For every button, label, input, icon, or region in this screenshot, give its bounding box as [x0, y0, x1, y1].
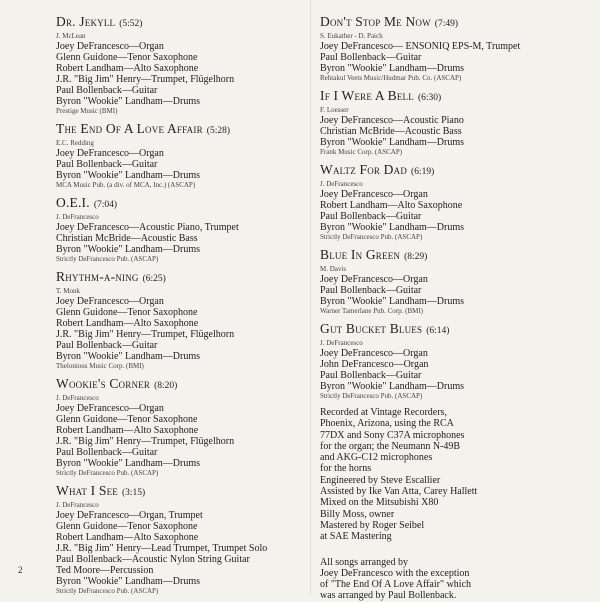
track-publisher: Frank Music Corp. (ASCAP) — [320, 148, 403, 156]
personnel-line: J.R. "Big Jim" Henry—Trumpet, Flügelhorn — [56, 329, 235, 340]
recording-note-line: Mastered by Roger Seibel — [320, 519, 425, 531]
arrangement-note-line: Joey DeFrancesco with the exception — [320, 567, 470, 579]
personnel-line: Paul Bollenback—Guitar — [320, 370, 422, 381]
personnel-line: Glenn Guidone—Tenor Saxophone — [56, 307, 198, 318]
track-title: Gut Bucket Blues — [320, 321, 423, 336]
track-heading — [56, 195, 304, 213]
personnel-line: Robert Landham—Alto Saxophone — [320, 200, 463, 211]
track-duration: (5:52) — [119, 19, 143, 29]
personnel-line: Joey DeFrancesco—Organ — [56, 148, 164, 159]
track-duration: (8:29) — [404, 252, 428, 262]
personnel-line: Christian McBride—Acoustic Bass — [320, 126, 462, 137]
recording-note-line: at SAE Mastering — [320, 531, 392, 543]
track-publisher: Strictly DeFrancesco Pub. (ASCAP) — [56, 469, 159, 477]
track-entry — [56, 195, 304, 264]
personnel-line: Byron "Wookie" Landham—Drums — [56, 96, 201, 107]
track-entry — [56, 269, 304, 371]
recording-note-line: Billy Moss, owner — [320, 508, 395, 520]
track-duration: (5:28) — [206, 126, 230, 136]
track-title: Dr. Jekyll — [56, 14, 116, 29]
personnel-line: Paul Bollenback—Guitar — [56, 340, 158, 351]
personnel-line: Byron "Wookie" Landham—Drums — [56, 244, 201, 255]
track-publisher: MCA Music Pub. (a div. of MCA, Inc.) (ASCAP) — [56, 181, 196, 189]
recording-note-line: Mixed on the Mitsubishi X80 — [320, 497, 439, 509]
track-composer: J. DeFrancesco — [320, 339, 363, 347]
personnel-line: J.R. "Big Jim" Henry—Trumpet, Flügelhorn — [56, 74, 235, 85]
track-duration: (6:30) — [417, 93, 442, 103]
personnel-line: J.R. "Big Jim" Henry—Lead Trumpet, Trumpet Solo — [56, 543, 268, 554]
personnel-line: Joey DeFrancesco—Organ — [56, 403, 164, 414]
track-title: O.E.I. — [56, 195, 90, 210]
personnel-line: Byron "Wookie" Landham—Drums — [56, 576, 201, 587]
arrangement-note-line: of "The End Of A Love Affair" which — [320, 579, 472, 591]
track-duration: (7:04) — [93, 200, 118, 210]
personnel-line: Joey DeFrancesco—Organ — [56, 41, 164, 52]
track-heading — [56, 14, 304, 32]
personnel-line: Joey DeFrancesco—Acoustic Piano — [320, 115, 464, 126]
track-title: Don't Stop Me Now — [320, 14, 431, 29]
track-duration: (6:19) — [411, 167, 435, 177]
track-title: If I Were A Bell — [320, 88, 414, 103]
personnel-line: Ted Moore—Percussion — [56, 565, 154, 576]
personnel-line: Paul Bollenback—Guitar — [56, 159, 158, 170]
recording-note-line: for the organ; the Neumann N-49B — [320, 440, 461, 452]
personnel-line: Byron "Wookie" Landham—Drums — [56, 170, 201, 181]
personnel-line: Robert Landham—Alto Saxophone — [56, 318, 199, 329]
personnel-line: Byron "Wookie" Landham—Drums — [320, 381, 465, 392]
recording-note-line: Recorded at Vintage Recorders, — [320, 407, 447, 418]
track-heading — [56, 376, 304, 394]
track-composer: T. Monk — [56, 287, 80, 295]
personnel-line: Joey DeFrancesco—Acoustic Piano, Trumpet — [56, 222, 239, 233]
personnel-line: Robert Landham—Alto Saxophone — [56, 63, 199, 74]
track-publisher: Thelonious Music Corp. (BMI) — [56, 362, 144, 370]
recording-note-line: 77DX and Sony C37A microphones — [320, 429, 465, 441]
track-composer: J. DeFrancesco — [56, 394, 99, 402]
recording-note-line: Assisted by Ike Van Atta, Carey Hallett — [320, 486, 478, 498]
track-entry — [320, 88, 590, 157]
personnel-line: Joey DeFrancesco—Organ — [320, 274, 428, 285]
arrangement-note-line: was arranged by Paul Bollenback. — [320, 590, 457, 602]
personnel-line: J.R. "Big Jim" Henry—Trumpet, Flügelhorn — [56, 436, 235, 447]
right-column — [320, 14, 590, 602]
track-heading — [320, 162, 590, 180]
track-composer: M. Davis — [320, 265, 347, 273]
track-heading — [320, 14, 590, 32]
personnel-line: Byron "Wookie" Landham—Drums — [56, 351, 201, 362]
arrangement-notes — [320, 557, 590, 602]
personnel-line: John DeFrancesco—Organ — [320, 359, 429, 370]
left-column — [56, 14, 304, 601]
track-entry — [320, 162, 590, 242]
track-composer: J. McLean — [56, 32, 86, 40]
track-composer: J. DeFrancesco — [320, 180, 363, 188]
track-publisher: Strictly DeFrancesco Pub. (ASCAP) — [56, 255, 159, 263]
recording-note-line: for the horns — [320, 463, 372, 475]
track-publisher: Strictly DeFrancesco Pub. (ASCAP) — [56, 587, 159, 595]
track-composer: J. DeFrancesco — [56, 501, 99, 509]
track-entry — [320, 321, 590, 401]
personnel-line: Byron "Wookie" Landham—Drums — [320, 222, 465, 233]
track-entry — [320, 14, 590, 83]
personnel-line: Glenn Guidone—Tenor Saxophone — [56, 521, 198, 532]
track-title: The End Of A Love Affair — [56, 121, 203, 136]
personnel-line: Byron "Wookie" Landham—Drums — [320, 63, 465, 74]
track-duration: (6:14) — [426, 326, 450, 336]
arrangement-note-line: All songs arranged by — [320, 556, 409, 568]
personnel-line: Paul Bollenback—Guitar — [320, 285, 422, 296]
personnel-line: Paul Bollenback—Acoustic Nylon String Guitar — [56, 554, 250, 565]
track-heading — [320, 88, 590, 106]
personnel-line: Joey DeFrancesco—Organ — [56, 296, 164, 307]
personnel-line: Joey DeFrancesco—Organ, Trumpet — [56, 510, 203, 521]
personnel-line: Paul Bollenback—Guitar — [320, 52, 422, 63]
personnel-line: Robert Landham—Alto Saxophone — [56, 532, 199, 543]
track-duration: (6:25) — [142, 274, 166, 284]
track-heading — [320, 247, 590, 265]
notes-gap — [320, 543, 590, 551]
track-duration: (7:49) — [434, 19, 459, 29]
track-duration: (3:15) — [122, 488, 146, 498]
track-publisher: Prestige Music (BMI) — [56, 107, 118, 115]
right-track-list — [320, 14, 590, 401]
track-title: Wookie's Corner — [56, 376, 151, 391]
recording-note-line: Engineered by Steve Escallier — [320, 474, 441, 486]
personnel-line: Paul Bollenback—Guitar — [320, 211, 422, 222]
track-entry — [56, 376, 304, 478]
track-title: Rhythm-a-ning — [56, 269, 139, 284]
page-number: 2 — [18, 565, 23, 575]
personnel-line: Christian McBride—Acoustic Bass — [56, 233, 198, 244]
personnel-line: Paul Bollenback—Guitar — [56, 447, 158, 458]
track-entry — [56, 14, 304, 116]
track-title: Blue In Green — [320, 247, 401, 262]
personnel-line: Joey DeFrancesco— ENSONIQ EPS-M, Trumpet — [320, 41, 521, 52]
personnel-line: Paul Bollenback—Guitar — [56, 85, 158, 96]
personnel-line: Glenn Guidone—Tenor Saxophone — [56, 414, 198, 425]
track-heading — [56, 269, 304, 287]
track-composer: J. DeFrancesco — [56, 213, 99, 221]
personnel-line: Byron "Wookie" Landham—Drums — [320, 137, 465, 148]
track-heading — [320, 321, 590, 339]
track-entry — [56, 121, 304, 190]
track-entry — [320, 247, 590, 316]
track-entry — [56, 483, 304, 596]
personnel-line: Byron "Wookie" Landham—Drums — [320, 296, 465, 307]
track-title: Waltz For Dad — [320, 162, 408, 177]
track-publisher: Rehtakul Veets Music/Hudmar Pub. Co. (ASCAP) — [320, 74, 462, 82]
personnel-line: Joey DeFrancesco—Organ — [320, 189, 428, 200]
track-title: What I See — [56, 483, 118, 498]
track-heading — [56, 121, 304, 139]
track-duration: (8:20) — [154, 381, 178, 391]
personnel-line: Glenn Guidone—Tenor Saxophone — [56, 52, 198, 63]
track-heading — [56, 483, 304, 501]
column-divider — [310, 0, 311, 593]
track-publisher: Warner Tamerlane Pub. Corp. (BMI) — [320, 307, 424, 315]
track-publisher: Strictly DeFrancesco Pub. (ASCAP) — [320, 233, 423, 241]
track-composer: F. Loesser — [320, 106, 349, 114]
recording-note-line: Phoenix, Arizona, using the RCA — [320, 418, 454, 430]
track-composer: S. Eukather - D. Paich — [320, 32, 383, 40]
track-publisher: Strictly DeFrancesco Pub. (ASCAP) — [320, 392, 423, 400]
personnel-line: Joey DeFrancesco—Organ — [320, 348, 428, 359]
track-composer: E.C. Redding — [56, 139, 94, 147]
recording-notes — [320, 407, 590, 543]
personnel-line: Byron "Wookie" Landham—Drums — [56, 458, 201, 469]
personnel-line: Robert Landham—Alto Saxophone — [56, 425, 199, 436]
recording-note-line: and AKG-C12 microphones — [320, 452, 433, 464]
